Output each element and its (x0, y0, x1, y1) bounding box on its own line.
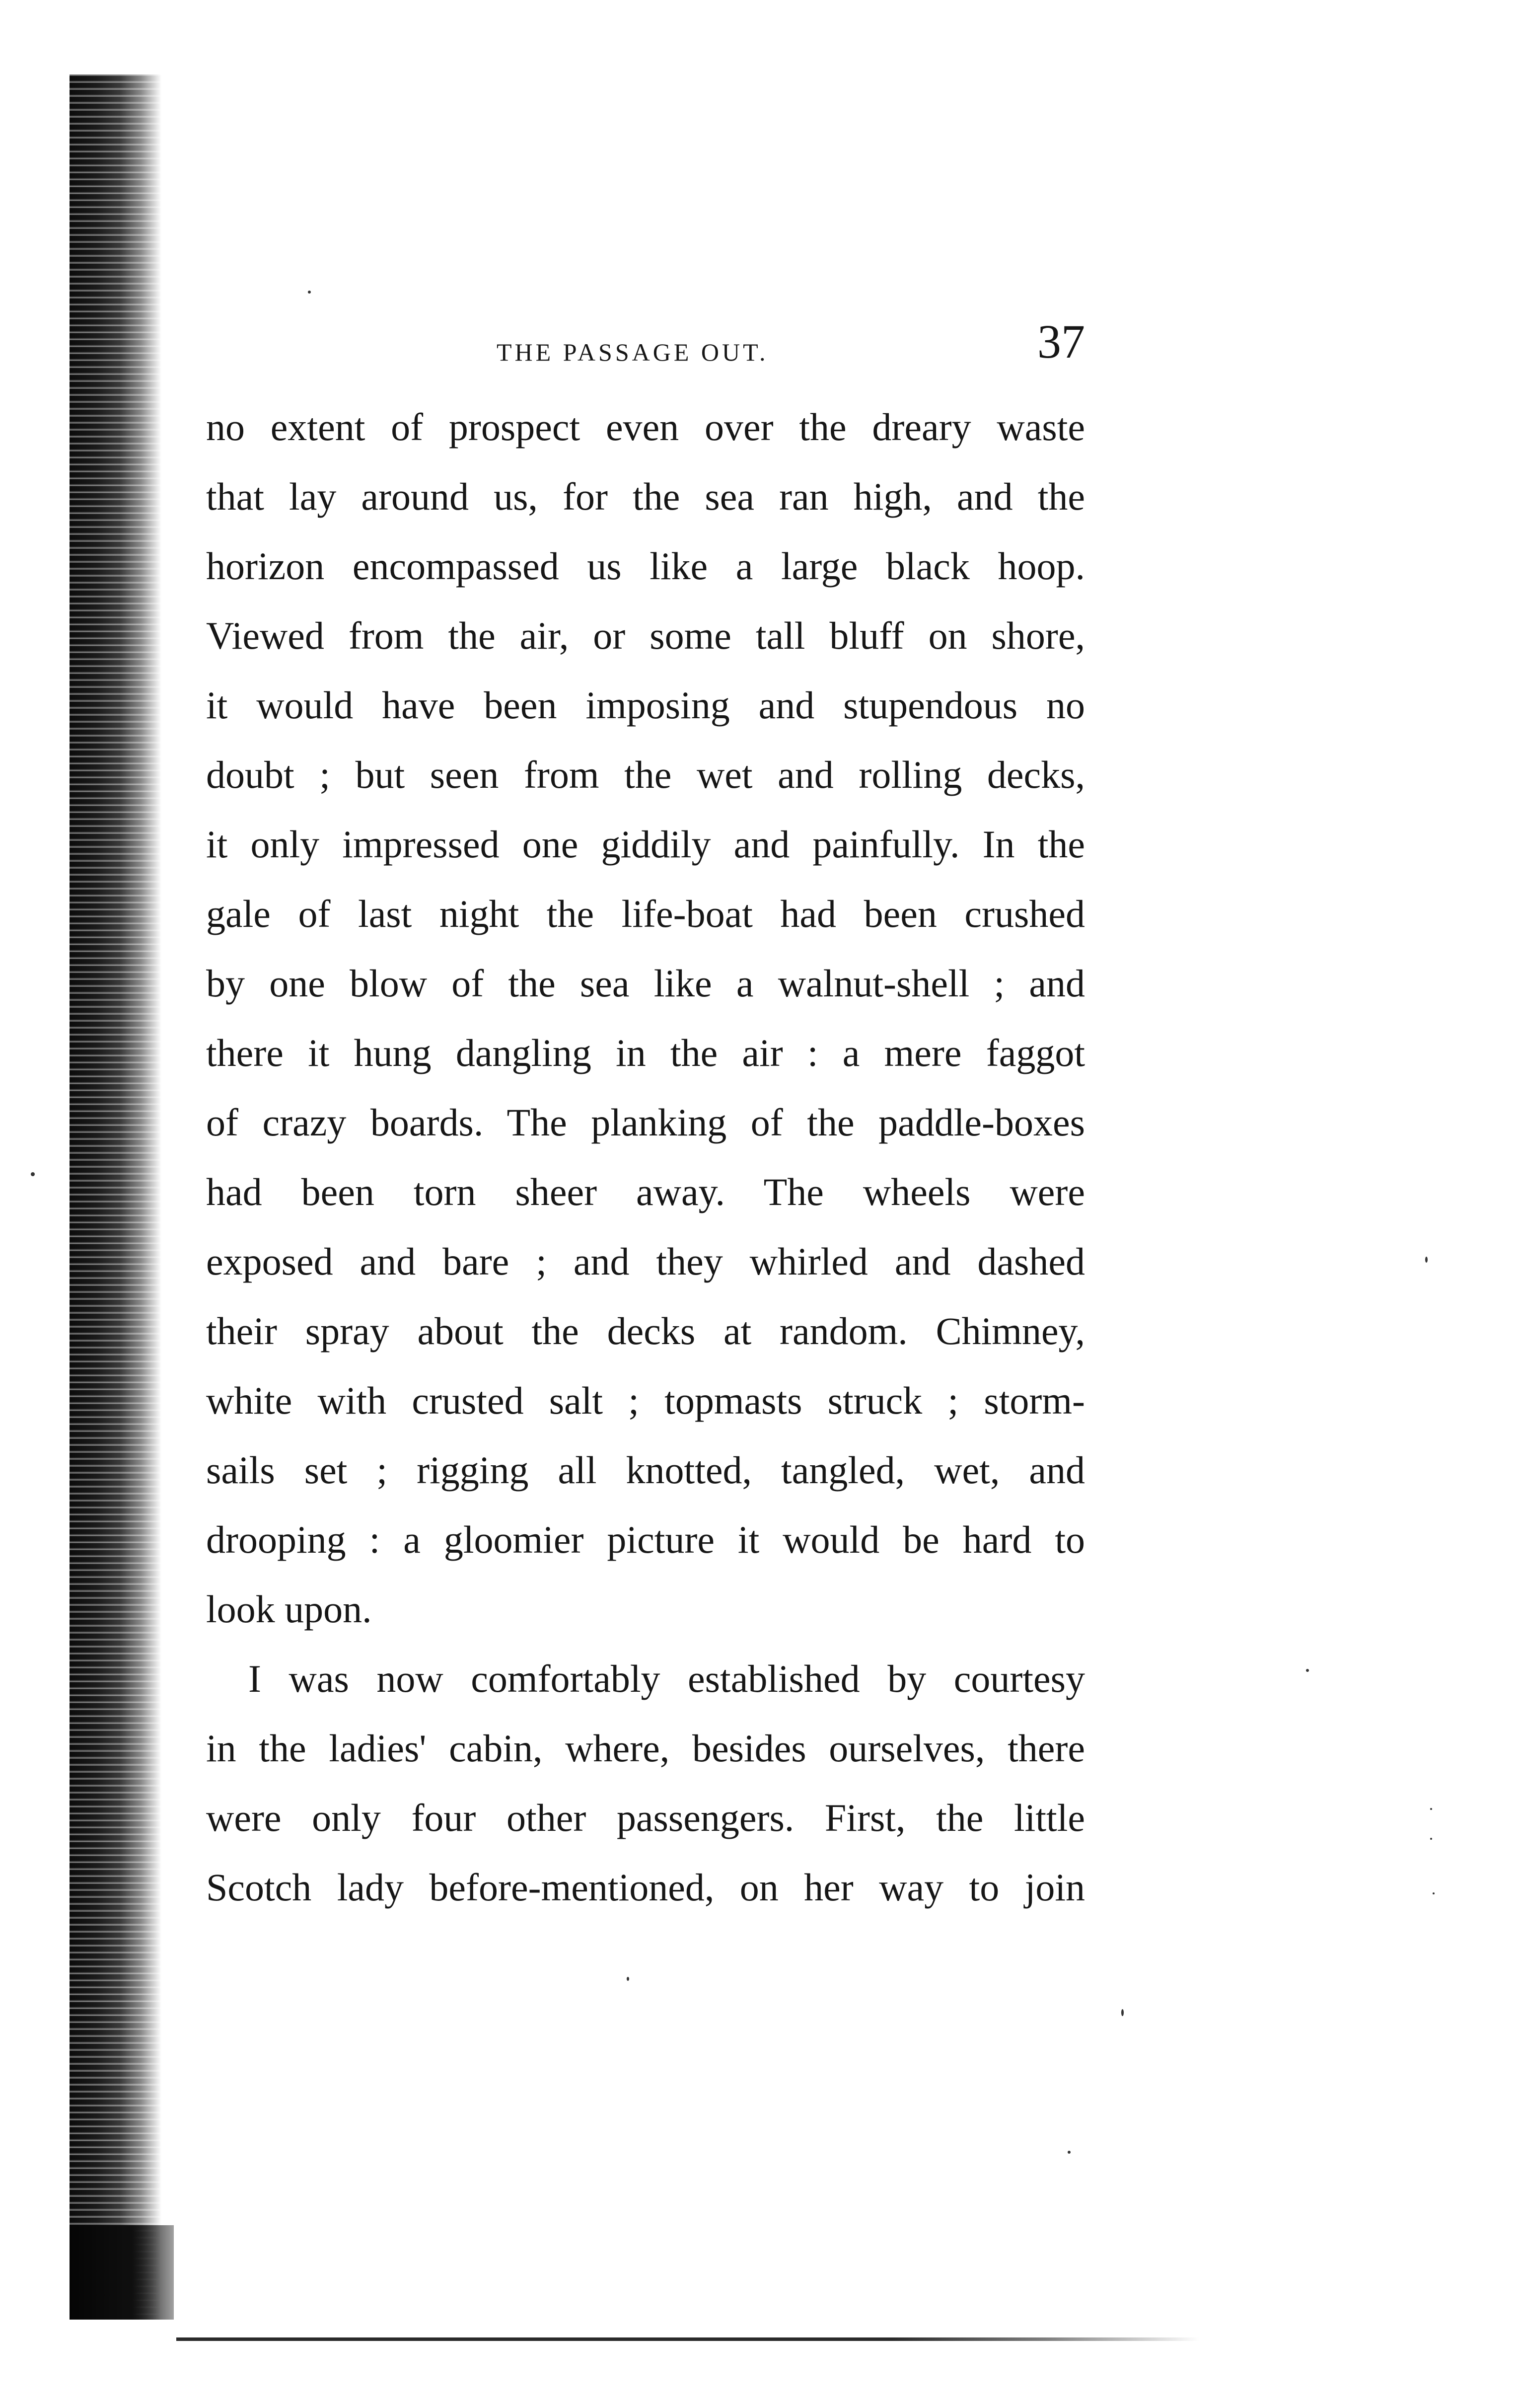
paragraph (206, 1644, 1085, 1922)
text-line: sails set ; rigging all knotted, tangled, wet, and (206, 1448, 1085, 1492)
text-line: that lay around us, for the sea ran high, and the (206, 475, 1085, 518)
scan-speck (1068, 2151, 1071, 2154)
running-title: THE PASSAGE OUT. (497, 338, 769, 366)
text-line: no extent of prospect even over the dreary waste (206, 405, 1085, 449)
bottom-rule (176, 2337, 1199, 2341)
scan-speck (1425, 1257, 1428, 1263)
text-line: look upon. (206, 1587, 372, 1631)
text-line: were only four other passengers. First, the little (206, 1796, 1085, 1839)
text-line: horizon encompassed us like a large black hoop. (206, 544, 1085, 588)
text-line: their spray about the decks at random. Chimney, (206, 1309, 1085, 1353)
text-line: there it hung dangling in the air : a mere faggot (206, 1031, 1085, 1074)
scan-speck (1121, 2009, 1124, 2016)
scan-speck (1430, 1808, 1432, 1810)
text-line: in the ladies' cabin, where, besides ourselves, there (206, 1727, 1085, 1770)
text-line: had been torn sheer away. The wheels were (206, 1170, 1085, 1213)
text-line: it only impressed one giddily and painfully. In the (206, 823, 1085, 866)
text-line: drooping : a gloomier picture it would be hard to (206, 1518, 1085, 1561)
binding-edge-corner (70, 2225, 174, 2320)
scan-speck (308, 291, 311, 294)
scan-speck (1430, 1838, 1432, 1840)
scan-speck (1306, 1669, 1309, 1672)
text-line: gale of last night the life-boat had been crushed (206, 892, 1085, 935)
text-line: it would have been imposing and stupendous no (206, 683, 1085, 727)
scan-speck (627, 1977, 629, 1981)
text-line: Scotch lady before-mentioned, on her way to join (206, 1866, 1085, 1909)
paragraph (206, 392, 1085, 1644)
scan-speck (1433, 1892, 1435, 1894)
running-head (206, 315, 1085, 387)
binding-edge-shadow (70, 75, 161, 2320)
text-line: doubt ; but seen from the wet and rolling decks, (206, 753, 1085, 796)
text-line: I was now comfortably established by courtesy (248, 1657, 1085, 1700)
text-line: Viewed from the air, or some tall bluff on shore, (206, 614, 1085, 657)
text-line: of crazy boards. The planking of the paddle-boxes (206, 1101, 1085, 1144)
page-number: 37 (1037, 315, 1085, 368)
scan-speck (31, 1172, 35, 1176)
text-line: white with crusted salt ; topmasts struck ; storm- (206, 1379, 1085, 1422)
text-line: by one blow of the sea like a walnut-shell ; and (206, 962, 1085, 1005)
body-text (206, 392, 1085, 1922)
text-line: exposed and bare ; and they whirled and dashed (206, 1240, 1085, 1283)
